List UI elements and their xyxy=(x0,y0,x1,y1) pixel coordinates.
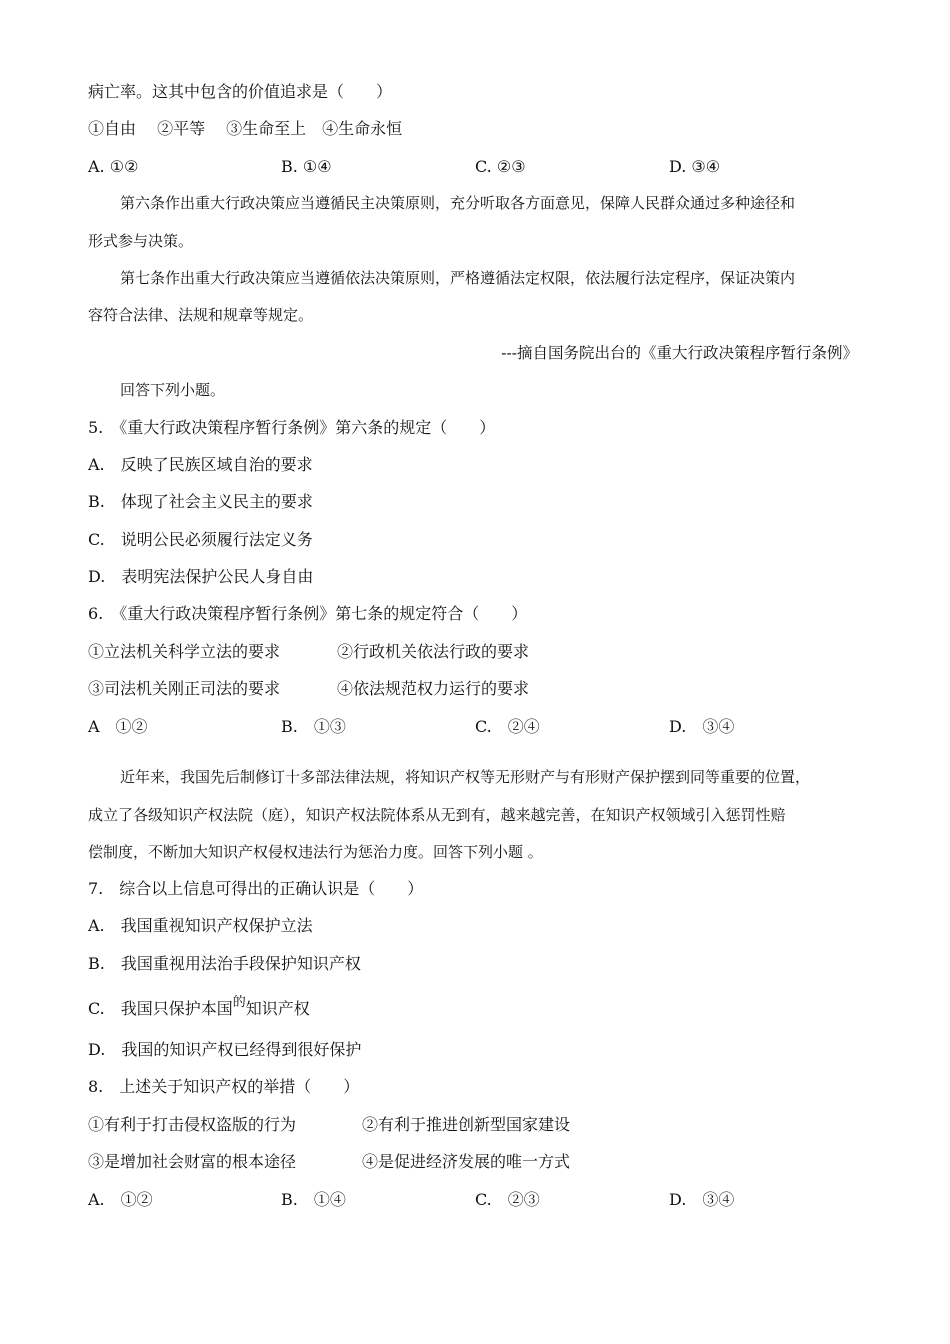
q5-stem: 5. 《重大行政决策程序暂行条例》第六条的规定（ ） xyxy=(88,418,496,437)
q6-stem: 6. 《重大行政决策程序暂行条例》第七条的规定符合（ ） xyxy=(88,604,528,623)
q5-option-b: B. 体现了社会主义民主的要求 xyxy=(88,492,313,511)
material1-instruction: 回答下列小题。 xyxy=(120,381,226,399)
q4-option-d: D. ③④ xyxy=(669,157,721,176)
q5-option-d: D. 表明宪法保护公民人身自由 xyxy=(88,567,314,586)
q8-option-a: A. ①② xyxy=(88,1190,153,1209)
q7-option-c-sup: 的 xyxy=(232,995,246,1010)
q8-choice-2: ②有利于推进创新型国家建设 xyxy=(362,1115,571,1134)
q6-option-a: A ①② xyxy=(88,717,148,736)
q6-choice-2: ②行政机关依法行政的要求 xyxy=(337,642,530,661)
q7-option-c-post: 知识产权 xyxy=(245,999,310,1018)
q8-option-c: C. ②③ xyxy=(475,1190,540,1209)
q4-option-c: C. ②③ xyxy=(475,157,526,176)
q6-option-c: C. ②④ xyxy=(475,717,540,736)
q8-choice-1: ①有利于打击侵权盗版的行为 xyxy=(88,1115,297,1134)
q6-choice-1: ①立法机关科学立法的要求 xyxy=(88,642,281,661)
material1-p1-line2: 形式参与决策。 xyxy=(88,232,194,250)
material2-line3: 偿制度，不断加大知识产权侵权违法行为惩治力度。回答下列小题 。 xyxy=(88,843,543,861)
material2-line2: 成立了各级知识产权法院（庭），知识产权法院体系从无到有，越来越完善，在知识产权领域引入惩罚性赔 xyxy=(88,806,786,824)
q4-choices: ①自由 ②平等 ③生命至上 ④生命永恒 xyxy=(88,119,403,138)
q4-option-b: B. ①④ xyxy=(281,157,332,176)
q7-option-c xyxy=(88,995,310,1021)
q6-choice-4: ④依法规范权力运行的要求 xyxy=(337,679,530,698)
q7-option-d: D. 我国的知识产权已经得到很好保护 xyxy=(88,1040,362,1059)
q5-option-a: A. 反映了民族区域自治的要求 xyxy=(88,455,313,474)
q6-option-d: D. ③④ xyxy=(669,717,735,736)
q6-option-b: B. ①③ xyxy=(281,717,346,736)
q8-choice-3: ③是增加社会财富的根本途径 xyxy=(88,1152,297,1171)
material1-p2-line1: 第七条作出重大行政决策应当遵循依法决策原则，严格遵循法定权限，依法履行法定程序，保证决策内 xyxy=(120,269,796,287)
material2-line1: 近年来，我国先后制修订十多部法律法规，将知识产权等无形财产与有形财产保护摆到同等重要的位置， xyxy=(120,768,811,786)
q7-option-a: A. 我国重视知识产权保护立法 xyxy=(88,916,313,935)
q7-option-b: B. 我国重视用法治手段保护知识产权 xyxy=(88,954,361,973)
q6-choice-3: ③司法机关刚正司法的要求 xyxy=(88,679,281,698)
q7-option-c-pre: C. 我国只保护本国 xyxy=(88,999,233,1018)
material1-p1-line1: 第六条作出重大行政决策应当遵循民主决策原则，充分听取各方面意见，保障人民群众通过多种途径和 xyxy=(120,194,796,212)
q8-option-b: B. ①④ xyxy=(281,1190,346,1209)
q4-stem-tail: 病亡率。这其中包含的价值追求是（ ） xyxy=(88,82,393,101)
q5-option-c: C. 说明公民必须履行法定义务 xyxy=(88,530,313,549)
q8-option-d: D. ③④ xyxy=(669,1190,735,1209)
q8-choice-4: ④是促进经济发展的唯一方式 xyxy=(362,1152,571,1171)
q4-option-a: A. ①② xyxy=(88,157,139,176)
material1-source: ---摘自国务院出台的《重大行政决策程序暂行条例》 xyxy=(501,344,858,362)
q8-stem: 8. 上述关于知识产权的举措（ ） xyxy=(88,1077,360,1096)
q7-stem: 7. 综合以上信息可得出的正确认识是（ ） xyxy=(88,879,424,898)
material1-p2-line2: 容符合法律、法规和规章等规定。 xyxy=(88,306,314,324)
